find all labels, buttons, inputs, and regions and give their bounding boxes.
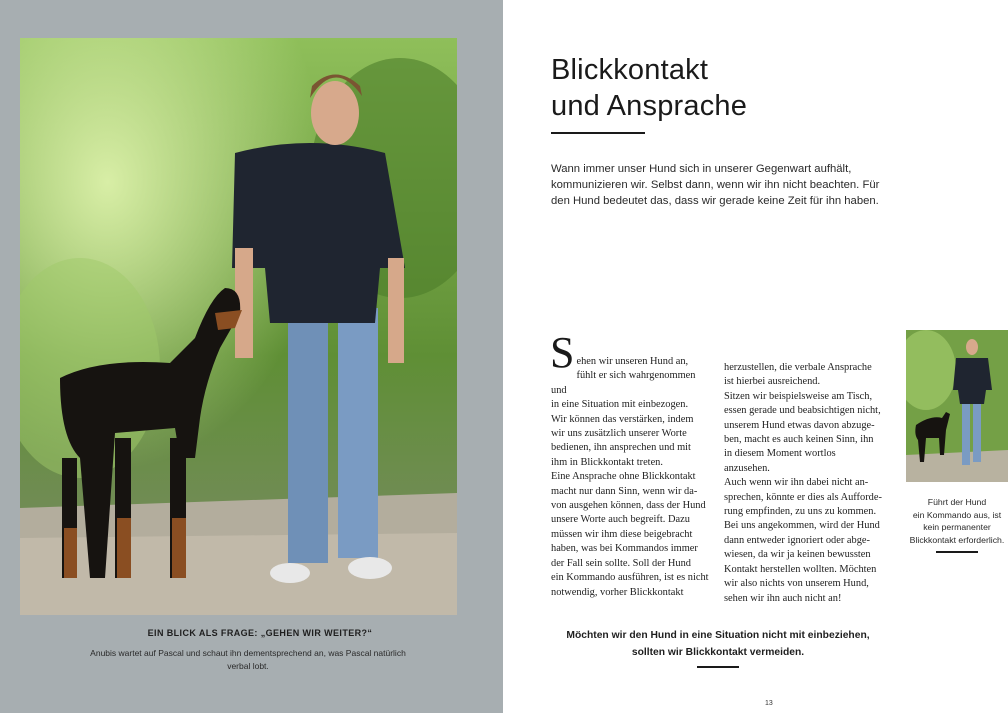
drop-cap: S (550, 328, 575, 377)
pull-quote: Möchten wir den Hund in eine Situation nicht mit einbeziehen, sollten wir Blickkontakt vermeiden. (566, 630, 870, 658)
heading-rule (551, 132, 645, 134)
heading-line-2: und Ansprache (551, 90, 748, 122)
right-page (503, 0, 1008, 713)
column-1-text: ehen wir unseren Hund an, fühlt er sich wahrgenommen und in eine Situation mit einbezogen. Wir können das verstärken, indem wir uns zusätzlich unserer Worte bedienen, ihn ansprechen und mit ihm in Blickkontakt treten. Eine Ansprache ohne Blickkontakt macht nur dann Sinn, wenn wir da- von ausgehen können, dass der Hund unsere Worte auch begreift. Dazu müssen wir ihm diese beigebracht haben, was bei Kommandos immer der Fall sein sollte. Soll der Hund ein Kommando ausführen, ist es nicht notwendig, vorher Blickkontakt (551, 356, 709, 598)
small-photo-man-with-dog (906, 330, 1008, 482)
photo-caption-title: EIN BLICK ALS FRAGE: „GEHEN WIR WEITER?“ (147, 628, 373, 638)
column-2-text: herzustellen, die verbale Ansprache ist hierbei ausreichend. Sitzen wir beispielsweise am Tisch, essen gerade und beabsichtigen nicht, unserem Hund etwas davon abzuge- ben, macht es auch keinen Sinn, ihn in diesem Moment wortlos anzusehen. Auch wenn wir ihn dabei nicht an- sprechen, könnte er dies als Aufforde- rung empfinden, zu uns zu kommen. Bei uns angekommen, wird der Hund dann entweder ignoriert oder abge- wiesen, da wir ja keinen bewussten Kontakt herstellen wollten. Möchten wir also nichts von unserem Hund, sehen wir ihn auch nicht an! (724, 362, 882, 604)
heading-line-1: Blickkontakt (551, 54, 709, 86)
left-page (0, 0, 503, 713)
pull-quote-rule (697, 666, 739, 668)
small-photo-caption: Führt der Hund ein Kommando aus, ist kein permanenter Blickkontakt erforderlich. (909, 497, 1005, 545)
page-number: 13 (765, 700, 773, 707)
main-photo-man-with-dog (20, 38, 457, 615)
body-column-1 (550, 328, 711, 600)
page-heading (551, 52, 851, 124)
photo-caption-body: Anubis wartet auf Pascal und schaut ihn dementsprechend an, was Pascal natürlich verbal lobt. (90, 648, 406, 671)
small-caption-rule (936, 551, 978, 553)
body-column-2 (724, 361, 884, 606)
intro-paragraph: Wann immer unser Hund sich in unserer Gegenwart aufhält, kommunizieren wir. Selbst dann, wenn wir ihn nicht beachten. Für den Hund bedeutet das, dass wir gerade keine Zeit für ihn haben. (551, 163, 880, 207)
